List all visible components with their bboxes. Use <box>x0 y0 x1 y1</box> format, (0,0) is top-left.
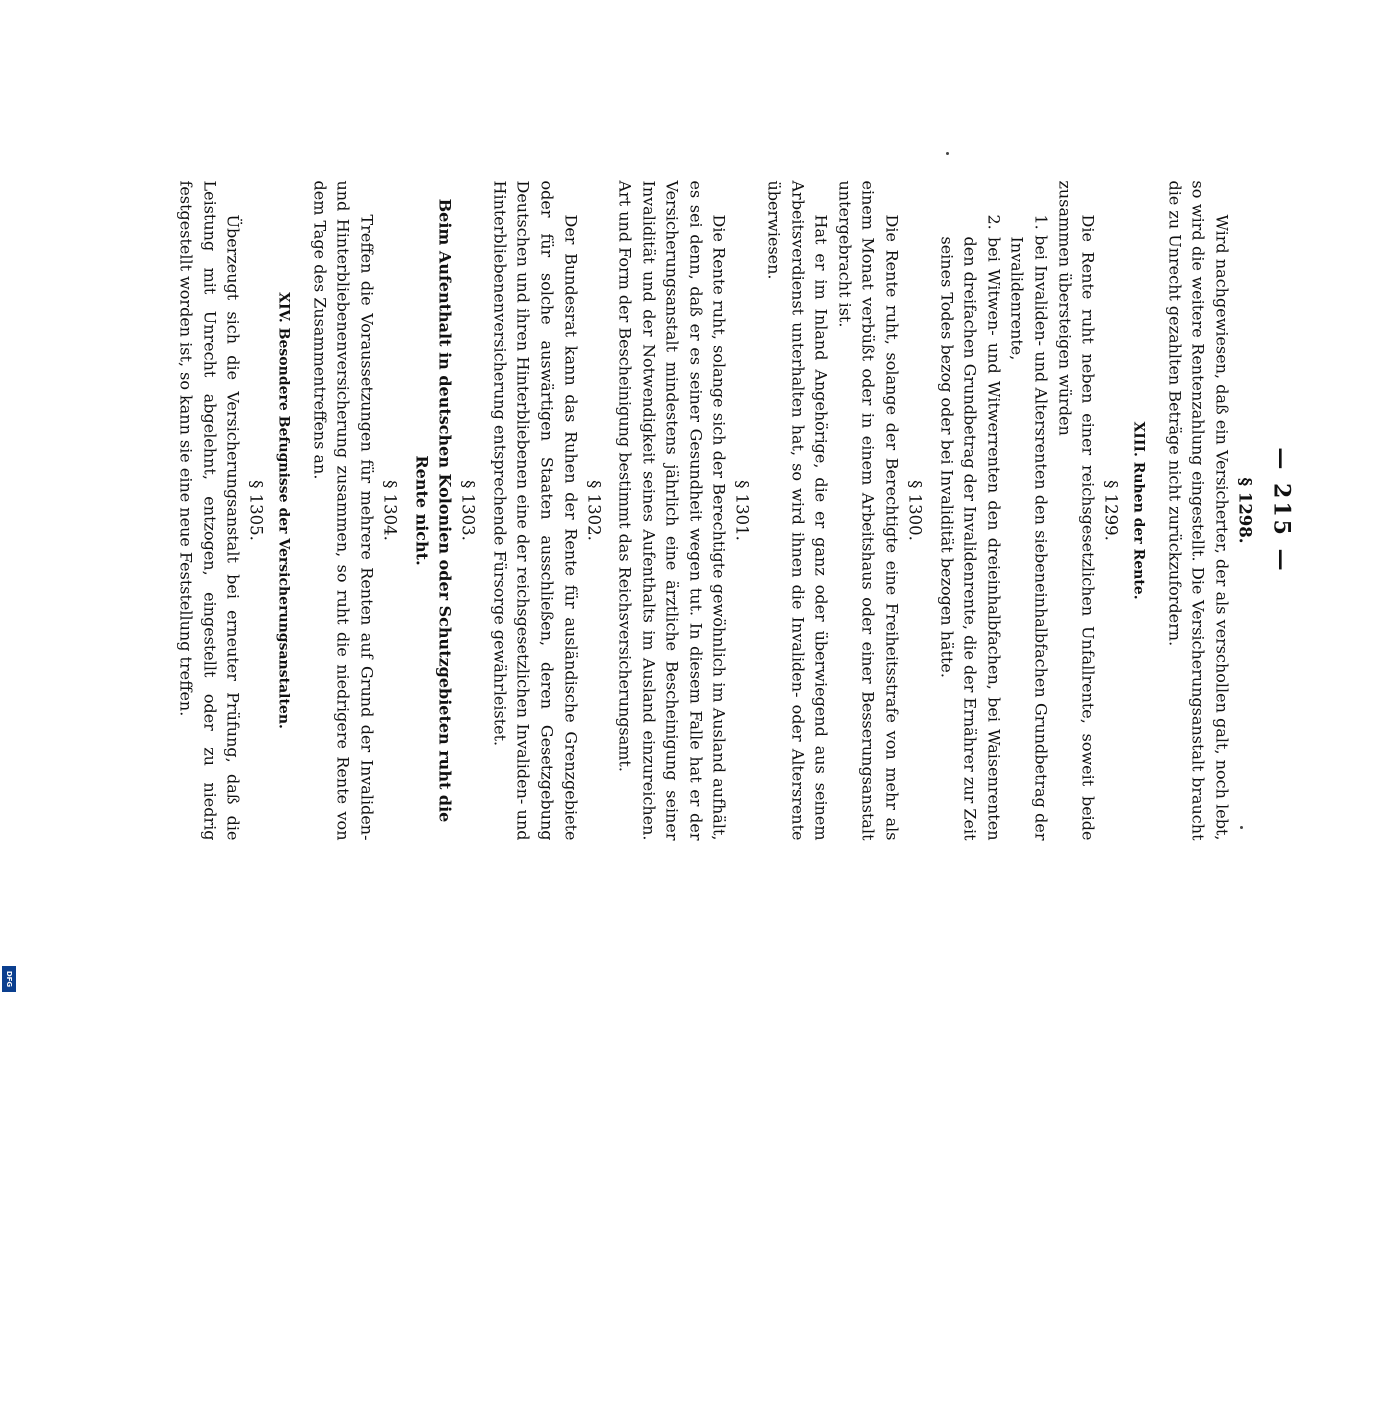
paragraph-1298: Wird nachgewiesen, daß ein Versicherter, der als verschollen galt, noch lebt, so wird die weitere Rentenzahlung eingestellt. Die Versicherungsanstalt braucht die zu Unrecht gezahlten Beträge nicht zurückzufordern. <box>1165 180 1232 841</box>
section-sign-1302: § 1302. <box>584 480 604 541</box>
paragraph-1300-2: Hat er im Inland Angehörige, die er ganz oder überwiegend aus seinem Arbeitsverdienst unterhalten hat, so wird ihnen die Invaliden- oder Altersrente überwiesen. <box>764 180 831 841</box>
paragraph-1300-1: Die Rente ruht, solange der Berechtigte eine Freiheitsstrafe von mehr als einem Monat verbüßt oder in einem Arbeitshaus oder einer Besserungsanstalt untergebracht ist. <box>835 180 902 841</box>
dfg-logo-icon: DFG <box>2 966 16 992</box>
section-sign-1304: § 1304. <box>380 480 400 541</box>
section-sign-1299: § 1299. <box>1101 480 1121 541</box>
paragraph-1299-item-2: 2. bei Witwen- und Witwerrenten den dreieinhalbfachen, bei Waisenrenten den dreifachen Grundbetrag der Invalidenrente, die der Ernährer zur Zeit seines Todes bezog oder bei Invalidität bezogen hätte. <box>937 214 1004 841</box>
text-column <box>174 181 1295 841</box>
scan-speck <box>1240 826 1243 829</box>
paragraph-1299-item-1: 1. bei Invaliden- und Altersrenten den siebeneinhalbfachen Grundbetrag der Invalidenrente, <box>1007 214 1051 841</box>
paragraph-1304: Treffen die Voraussetzungen für mehrere Renten auf Grund der Invaliden- und Hinterbliebenenversicherung zusammen, so ruht die niedrigere Rente von dem Tage des Zusammentreffens an. <box>310 180 377 841</box>
section-sign-1303: § 1303. <box>458 480 478 541</box>
section-sign-1300: § 1300. <box>905 480 925 541</box>
paragraph-1299-intro: Die Rente ruht neben einer reichsgesetzlichen Unfallrente, soweit beide zusammen übersteigen würden <box>1055 180 1098 841</box>
chapter-heading-xiv: XIV. Besondere Befugnisse der Versicherungsanstalten. <box>275 292 292 729</box>
scan-speck <box>946 152 949 155</box>
paragraph-1302: Der Bundesrat kann das Ruhen der Rente für ausländische Grenzgebiete oder für solche auswärtigen Staaten ausschließen, deren Gesetzgebung Deutschen und ihren Hinterbliebenen eine der reichsgesetzlichen Invaliden- und Hinterbliebenenversicherung entsprechende Fürsorge gewährleistet. <box>490 180 581 841</box>
rotated-document-page <box>0 1 1383 1001</box>
paragraph-1303: Beim Aufenthalt in deutschen Kolonien oder Schutzgebieten ruht die Rente nicht. <box>412 198 455 823</box>
page-number: — 215 — <box>1268 447 1295 574</box>
section-sign-1301: § 1301. <box>733 480 752 541</box>
chapter-heading-xiii: XIII. Ruhen der Rente. <box>1130 421 1147 600</box>
section-sign-1298: § 1298. <box>1235 477 1255 544</box>
paragraph-1301: Die Rente ruht, solange sich der Berechtigte gewöhnlich im Ausland aufhält, es sei denn, daß er es seiner Gesundheit wegen tut. In diesem Falle hat er der Versicherungsanstalt mindestens jährlich eine ärztliche Bescheinigung seiner Invalidität und der Notwendigkeit seines Aufenthalts im Ausland einzureichen. Art und Form der Bescheinigung bestimmt das Reichsversicherungsamt. <box>615 180 729 841</box>
paragraph-1305: Überzeugt sich die Versicherungsanstalt bei erneuter Prüfung, daß die Leistung mit Unrecht abgelehnt, entzogen, eingestellt oder zu niedrig festgestellt worden ist, so kann sie eine neue Feststellung treffen. <box>176 180 243 841</box>
section-sign-1305: § 1305. <box>246 480 266 541</box>
